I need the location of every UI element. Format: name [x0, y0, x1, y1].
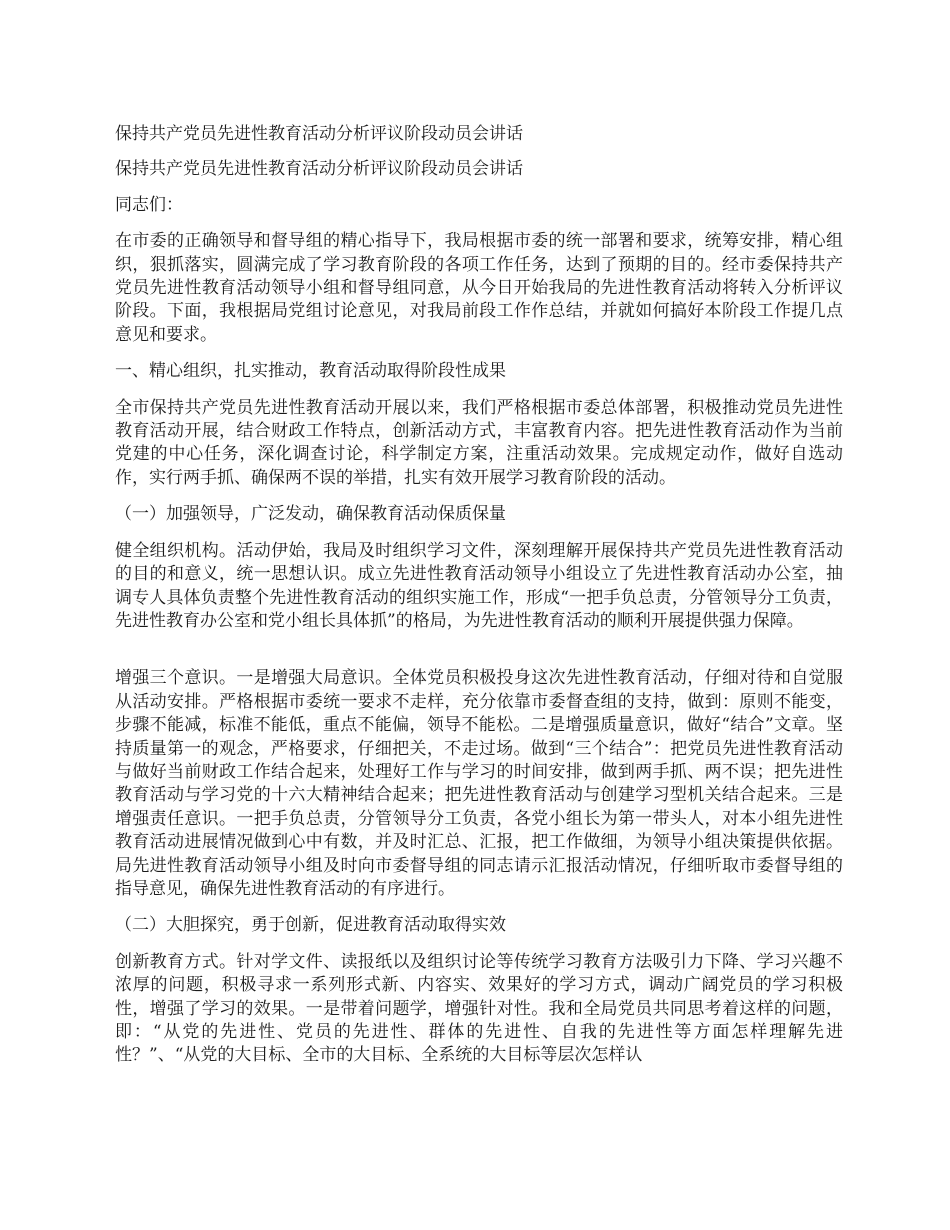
paragraph-organization: 健全组织机构。活动伊始，我局及时组织学习文件，深刻理解开展保持共产党员先进性教育活动的目的和意义，统一思想认识。成立先进性教育活动领导小组设立了先进性教育活动办公室，抽调专人具体负责整个先进性教育活动的组织实施工作，形成“一把手负总责，分管领导分工负责，先进性教育办公室和党小组长具体抓”的格局，为先进性教育活动的顺利开展提供强力保障。	[115, 540, 843, 631]
paragraph-intro: 在市委的正确领导和督导组的精心指导下，我局根据市委的统一部署和要求，统筹安排，精心组织，狠抓落实，圆满完成了学习教育阶段的各项工作任务，达到了预期的目的。经市委保持共产党员先进性教育活动领导小组和督导组同意，从今日开始我局的先进性教育活动将转入分析评议阶段。下面，我根据局党组讨论意见，对我局前段工作作总结，并就如何搞好本阶段工作提几点意见和要求。	[115, 231, 843, 345]
section-heading-1: 一、精心组织，扎实推动，教育活动取得阶段性成果	[115, 361, 506, 382]
document-subtitle: 保持共产党员先进性教育活动分析评议阶段动员会讲话	[115, 159, 523, 180]
document-body	[115, 123, 843, 1081]
document-title: 保持共产党员先进性教育活动分析评议阶段动员会讲话	[115, 124, 523, 144]
subsection-heading-1: （一）加强领导，广泛发动，确保教育活动保质保量	[115, 504, 506, 525]
paragraph-innovation: 创新教育方式。针对学文件、读报纸以及组织讨论等传统学习教育方法吸引力下降、学习兴趣不浓厚的问题，积极寻求一系列形式新、内容实、效果好的学习方式，调动广阔党员的学习积极性，增强了学习的效果。一是带着问题学，增强针对性。我和全局党员共同思考着这样的问题，即：“从党的先进性、党员的先进性、群体的先进性、自我的先进性等方面怎样理解先进性？”、“从党的大目标、全市的大目标、全系统的大目标等层次怎样认	[115, 951, 843, 1066]
subsection-heading-2: （二）大胆探究，勇于创新，促进教育活动取得实效	[115, 915, 506, 936]
paragraph-three-awareness: 增强三个意识。一是增强大局意识。全体党员积极投身这次先进性教育活动，仔细对待和自觉服从活动安排。严格根据市委统一要求不走样，充分依靠市委督查组的支持，做到：原则不能变，步骤不能减，标准不能低，重点不能偏，领导不能松。二是增强质量意识，做好“结合”文章。坚持质量第一的观念，严格要求，仔细把关，不走过场。做到“三个结合”：把党员先进性教育活动与做好当前财政工作结合起来，处理好工作与学习的时间安排，做到两手抓、两不误；把先进性教育活动与学习党的十六大精神结合起来；把先进性教育活动与创建学习型机关结合起来。三是增强责任意识。一把手负总责，分管领导分工负责，各党小组长为第一带头人，对本小组先进性教育活动进展情况做到心中有数，并及时汇总、汇报，把工作做细，为领导小组决策提供依据。局先进性教育活动领导小组及时向市委督导组的同志请示汇报活动情况，仔细听取市委督导组的指导意见，确保先进性教育活动的有序进行。	[115, 668, 843, 899]
paragraph-section-1: 全市保持共产党员先进性教育活动开展以来，我们严格根据市委总体部署，积极推动党员先进性教育活动开展，结合财政工作特点，创新活动方式，丰富教育内容。把先进性教育活动作为当前党建的中心任务，深化调查讨论，科学制定方案，注重活动效果。完成规定动作，做好自选动作，实行两手抓、确保两不误的举措，扎实有效开展学习教育阶段的活动。	[115, 397, 843, 488]
greeting: 同志们：	[115, 194, 183, 215]
